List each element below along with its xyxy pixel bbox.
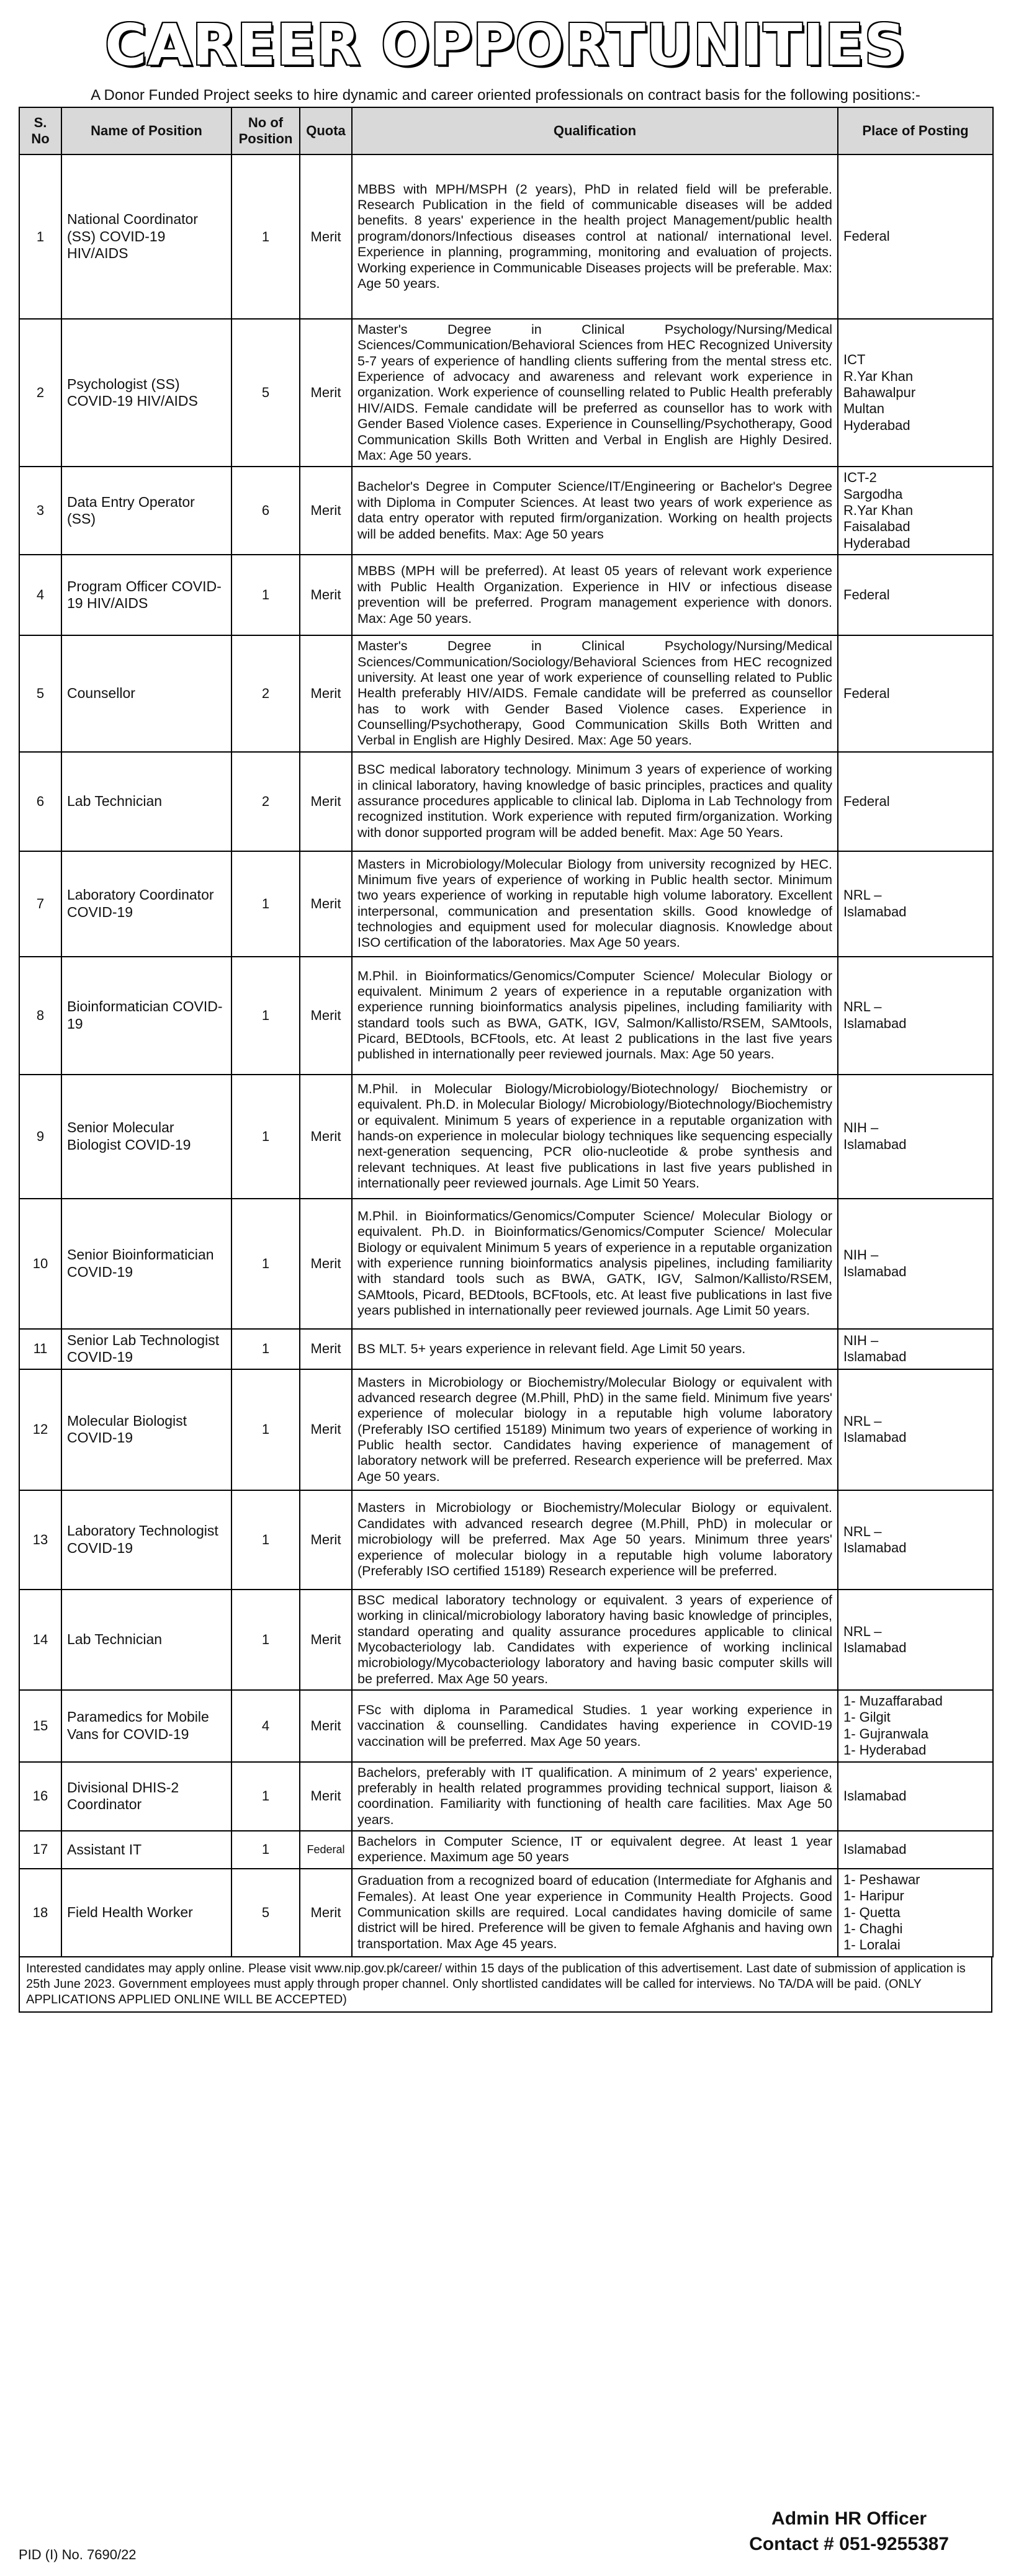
position-count: 1 <box>231 1075 300 1199</box>
position-name: Field Health Worker <box>61 1869 231 1957</box>
table-row <box>19 752 993 851</box>
position-qualification: Bachelors, preferably with IT qualification. A minimum of 2 years' experience, preferably in health related programmes providing technical support, liaison & coordination. Familiarity with functioning of health care facilities. Max Age 50 years. <box>352 1762 838 1831</box>
position-place: NIH – Islamabad <box>838 1329 993 1369</box>
position-qualification: MBBS (MPH will be preferred). At least 05 years of relevant work experience with Public Health Organization. Experience in HIV or infectious disease prevention will be preferred. Program management experience with donors. Max: Age 50 years. <box>352 555 838 635</box>
table-row <box>19 851 993 957</box>
table-row <box>19 1590 993 1690</box>
header-number: No of Position <box>231 107 300 154</box>
table-row <box>19 467 993 555</box>
position-sno: 3 <box>19 467 61 555</box>
position-sno: 8 <box>19 957 61 1075</box>
title-banner <box>19 6 992 84</box>
table-row <box>19 1199 993 1329</box>
position-quota: Merit <box>300 319 352 467</box>
application-instructions: Interested candidates may apply online. Please visit www.nip.gov.pk/career/ within 15 days of the publication of this advertisement. Last date of submission of application is 25th June 2023. Government employees must apply through proper channel. Only shortlisted candidates will be called for interviews. No TA/DA will be paid. (ONLY APPLICATIONS APPLIED ONLINE WILL BE ACCEPTED) <box>19 1957 992 2013</box>
position-qualification: M.Phil. in Bioinformatics/Genomics/Computer Science/ Molecular Biology or equivalent. Ph.D. in Bioinformatics/Genomics/Computer Science/ Molecular Biology or equivalent Minimum 5 years of experience in a reputable organization with experience running bioinformatics analysis pipelines, including familiarity with standard tools such as BWA, GATK, IGV, Salmon/Kallisto/RSEM, SAMtools, Picard, BEDtools, BCFtools, etc. At least five publications in last five years published in internationally peer reviewed journals. Age Limit 50 years. <box>352 1199 838 1329</box>
table-row <box>19 555 993 635</box>
position-count: 2 <box>231 635 300 752</box>
position-sno: 12 <box>19 1369 61 1490</box>
position-qualification: Masters in Microbiology/Molecular Biology from university recognized by HEC. Minimum five years of experience of working in Public health sector. Minimum two years experience of working in reputable high volume laboratory. Excellent interpersonal, communication and presentation skills. Good knowledge of technologies and equipment used for molecular diagnosis. Knowledge about ISO certification of the laboratories. Max Age 50 years. <box>352 851 838 957</box>
table-row <box>19 957 993 1075</box>
position-qualification: Graduation from a recognized board of education (Intermediate for Afghanis and Females). At least One year experience in Community Health Projects. Good Communication skills are required. Local candidates having domicile of same district will be hired. Preference will be given to female Afghanis and having own transportation. Max Age 45 years. <box>352 1869 838 1957</box>
position-place: ICT-2 Sargodha R.Yar Khan Faisalabad Hyderabad <box>838 467 993 555</box>
position-quota: Merit <box>300 154 352 319</box>
table-row <box>19 154 993 319</box>
position-place: NRL – Islamabad <box>838 1369 993 1490</box>
position-sno: 18 <box>19 1869 61 1957</box>
position-quota: Merit <box>300 1075 352 1199</box>
position-quota: Merit <box>300 1199 352 1329</box>
position-quota: Merit <box>300 1329 352 1369</box>
position-place: NIH – Islamabad <box>838 1199 993 1329</box>
header-quota: Quota <box>300 107 352 154</box>
position-name: Laboratory Technologist COVID-19 <box>61 1490 231 1590</box>
position-place: 1- Peshawar 1- Haripur 1- Quetta 1- Chaghi 1- Loralai <box>838 1869 993 1957</box>
position-count: 2 <box>231 752 300 851</box>
position-count: 1 <box>231 1831 300 1869</box>
position-sno: 17 <box>19 1831 61 1869</box>
position-qualification: Masters in Microbiology or Biochemistry/Molecular Biology or equivalent. Candidates with advanced research degree (M.Phill, PhD) in molecular or microbiology will be preferred. Max Age 50 years. Minimum three years' experience of molecular biology in a reputable high volume laboratory (Preferably ISO certified 15189) Research experience will be preferred. <box>352 1490 838 1590</box>
header-name: Name of Position <box>61 107 231 154</box>
position-quota: Federal <box>300 1831 352 1869</box>
position-count: 1 <box>231 154 300 319</box>
position-count: 5 <box>231 1869 300 1957</box>
position-place: NRL – Islamabad <box>838 1590 993 1690</box>
position-sno: 7 <box>19 851 61 957</box>
position-count: 1 <box>231 957 300 1075</box>
position-place: NRL – Islamabad <box>838 851 993 957</box>
position-qualification: Master's Degree in Clinical Psychology/Nursing/Medical Sciences/Communication/Behavioral Sciences from HEC Recognized University 5-7 years of experience of handling clients suffering from the mental stress etc. Experience of advocacy and awareness and relevant work experience in organization. Work experience of counselling related to Public Health preferably HIV/AIDS. Female candidate will be preferred as counsellor has to work with Gender Based Violence cases. Experience in Counselling/Psychotherapy, Good Communication Skills Both Written and Verbal in English are Highly Desired. Max: Age 50 years. <box>352 319 838 467</box>
position-count: 6 <box>231 467 300 555</box>
position-name: Paramedics for Mobile Vans for COVID-19 <box>61 1690 231 1762</box>
intro-text: A Donor Funded Project seeks to hire dynamic and career oriented professionals on contract basis for the following positions:- <box>91 87 920 104</box>
position-name: Bioinformatician COVID-19 <box>61 957 231 1075</box>
position-quota: Merit <box>300 635 352 752</box>
table-row <box>19 635 993 752</box>
table-row <box>19 1369 993 1490</box>
position-sno: 15 <box>19 1690 61 1762</box>
position-sno: 2 <box>19 319 61 467</box>
position-place: 1- Muzaffarabad 1- Gilgit 1- Gujranwala 1- Hyderabad <box>838 1690 993 1762</box>
position-qualification: Bachelors in Computer Science, IT or equivalent degree. At least 1 year experience. Maximum age 50 years <box>352 1831 838 1869</box>
position-count: 1 <box>231 1762 300 1831</box>
position-quota: Merit <box>300 1369 352 1490</box>
position-place: Federal <box>838 154 993 319</box>
position-count: 1 <box>231 851 300 957</box>
position-place: Federal <box>838 555 993 635</box>
position-qualification: BS MLT. 5+ years experience in relevant field. Age Limit 50 years. <box>352 1329 838 1369</box>
position-name: Divisional DHIS-2 Coordinator <box>61 1762 231 1831</box>
position-count: 1 <box>231 1329 300 1369</box>
contact-block <box>749 2507 949 2557</box>
position-quota: Merit <box>300 752 352 851</box>
position-name: Assistant IT <box>61 1831 231 1869</box>
position-name: Counsellor <box>61 635 231 752</box>
position-sno: 4 <box>19 555 61 635</box>
position-count: 1 <box>231 1199 300 1329</box>
position-place: NIH – Islamabad <box>838 1075 993 1199</box>
header-sno: S. No <box>19 107 61 154</box>
position-sno: 9 <box>19 1075 61 1199</box>
position-qualification: Bachelor's Degree in Computer Science/IT/Engineering or Bachelor's Degree with Diploma in Computer Sciences. At least two years of work experience as data entry operator with reputed firm/organization. Working on health projects will be added benefits. Max: Age 50 years <box>352 467 838 555</box>
position-name: Psychologist (SS) COVID-19 HIV/AIDS <box>61 319 231 467</box>
position-name: Molecular Biologist COVID-19 <box>61 1369 231 1490</box>
position-sno: 6 <box>19 752 61 851</box>
header-place: Place of Posting <box>838 107 993 154</box>
position-name: Senior Molecular Biologist COVID-19 <box>61 1075 231 1199</box>
table-row <box>19 1490 993 1590</box>
position-quota: Merit <box>300 851 352 957</box>
position-qualification: M.Phil. in Bioinformatics/Genomics/Computer Science/ Molecular Biology or equivalent. Minimum 2 years of experience in a reputable organization with experience running bioinformatics analysis pipelines, including familiarity with standard tools such as BWA, GATK, IGV, Salmon/Kallisto/RSEM, SAMtools, Picard, BEDtools, BCFtools, etc. At least 2 publications in the last five years published in internationally peer reviewed journals. Max: Age 50 years. <box>352 957 838 1075</box>
position-qualification: FSc with diploma in Paramedical Studies. 1 year working experience in vaccination & counselling. Candidates having experience in COVID-19 vaccination will be preferred. Max Age 50 years. <box>352 1690 838 1762</box>
position-sno: 11 <box>19 1329 61 1369</box>
table-row <box>19 1869 993 1957</box>
position-quota: Merit <box>300 957 352 1075</box>
position-name: Data Entry Operator (SS) <box>61 467 231 555</box>
position-name: Lab Technician <box>61 752 231 851</box>
contact-number: Contact # 051-9255387 <box>749 2533 949 2554</box>
position-name: Senior Lab Technologist COVID-19 <box>61 1329 231 1369</box>
position-sno: 14 <box>19 1590 61 1690</box>
position-quota: Merit <box>300 555 352 635</box>
position-name: National Coordinator (SS) COVID-19 HIV/AIDS <box>61 154 231 319</box>
position-name: Lab Technician <box>61 1590 231 1690</box>
position-count: 4 <box>231 1690 300 1762</box>
position-count: 1 <box>231 1490 300 1590</box>
table-row <box>19 1690 993 1762</box>
position-quota: Merit <box>300 1490 352 1590</box>
position-quota: Merit <box>300 1690 352 1762</box>
position-name: Senior Bioinformatician COVID-19 <box>61 1199 231 1329</box>
position-count: 1 <box>231 1369 300 1490</box>
position-quota: Merit <box>300 1762 352 1831</box>
position-count: 1 <box>231 555 300 635</box>
position-place: NRL – Islamabad <box>838 1490 993 1590</box>
position-qualification: BSC medical laboratory technology or equivalent. 3 years of experience of working in clinical/microbiology laboratory having basic knowledge of principles, standard operating and quality assurance procedures applicable to clinical Mycobacteriology lab. Candidates with experience of working inclinical microbiology/Mycobacteriology laboratory and having basic computer skills will be preferred. Max Age 50 years. <box>352 1590 838 1690</box>
position-count: 1 <box>231 1590 300 1690</box>
header-qualification: Qualification <box>352 107 838 154</box>
position-place: NRL – Islamabad <box>838 957 993 1075</box>
position-qualification: Masters in Microbiology or Biochemistry/Molecular Biology or equivalent with advanced research degree (M.Phill, PhD) in the same field. Minimum five years' experience of molecular biology in a reputable high volume laboratory (Preferably ISO certified 15189) Minimum two years of experience of working in Public health sector. Candidates having experience of management of laboratory network will be preferred. Research experience will be preferred. Max Age 50 years. <box>352 1369 838 1490</box>
table-header-row <box>19 107 993 154</box>
position-qualification: BSC medical laboratory technology. Minimum 3 years of experience of working in clinical laboratory, having knowledge of basic principles, practices and quality assurance procedures applicable to clinical lab. Diploma in Lab Technology from recognized institution. Work experience with reputed firm/organization. Working with donor supported program will be added benefit. Max: Age 50 Years. <box>352 752 838 851</box>
positions-table <box>19 107 994 1957</box>
position-sno: 16 <box>19 1762 61 1831</box>
position-name: Laboratory Coordinator COVID-19 <box>61 851 231 957</box>
position-place: Federal <box>838 752 993 851</box>
table-row <box>19 1329 993 1369</box>
table-row <box>19 1831 993 1869</box>
position-qualification: MBBS with MPH/MSPH (2 years), PhD in related field will be preferable. Research Publication in the field of communicable diseases will be added benefits. 8 years' experience in the health project Management/public health program/donors/Infectious diseases control at national/ international level. Experience in planning, programming, monitoring and evaluation of projects. Working experience in Communicable Diseases projects will be preferable. Max: Age 50 years. <box>352 154 838 319</box>
position-count: 5 <box>231 319 300 467</box>
position-quota: Merit <box>300 1590 352 1690</box>
position-qualification: Master's Degree in Clinical Psychology/Nursing/Medical Sciences/Communication/Sociology/Behavioral Sciences from HEC recognized university. At least one year of work experience of counselling related to Public Health preferably HIV/AIDS. Female candidate will be preferred as counsellor has to work with Gender Based Violence cases. Experience in Counselling/Psychotherapy, Good Communication Skills Both Written and Verbal in English are Highly Desired. Max: Age 50 years. <box>352 635 838 752</box>
table-row <box>19 1075 993 1199</box>
position-place: Federal <box>838 635 993 752</box>
page-title: CAREER OPPORTUNITIES <box>105 12 906 78</box>
position-place: Islamabad <box>838 1762 993 1831</box>
position-sno: 13 <box>19 1490 61 1590</box>
position-place: Islamabad <box>838 1831 993 1869</box>
table-row <box>19 1762 993 1831</box>
table-row <box>19 319 993 467</box>
pid-number: PID (I) No. 7690/22 <box>19 2547 137 2562</box>
position-sno: 10 <box>19 1199 61 1329</box>
position-name: Program Officer COVID-19 HIV/AIDS <box>61 555 231 635</box>
position-place: ICT R.Yar Khan Bahawalpur Multan Hyderabad <box>838 319 993 467</box>
officer-title: Admin HR Officer <box>771 2508 927 2529</box>
position-qualification: M.Phil. in Molecular Biology/Microbiology/Biotechnology/ Biochemistry or equivalent. Ph.D. in Molecular Biology/ Microbiology/Biotechnology/Biochemistry or equivalent. Minimum 5 years of experience in a reputable organization with hands-on experience in molecular biology techniques like sequencing especially next-generation sequencing, PCR olio-nucleotide & probe synthesis and relevant techniques. At least five publications in last five years published in internationally peer reviewed journals. Age Limit 50 Years. <box>352 1075 838 1199</box>
position-sno: 5 <box>19 635 61 752</box>
position-quota: Merit <box>300 1869 352 1957</box>
position-quota: Merit <box>300 467 352 555</box>
position-sno: 1 <box>19 154 61 319</box>
